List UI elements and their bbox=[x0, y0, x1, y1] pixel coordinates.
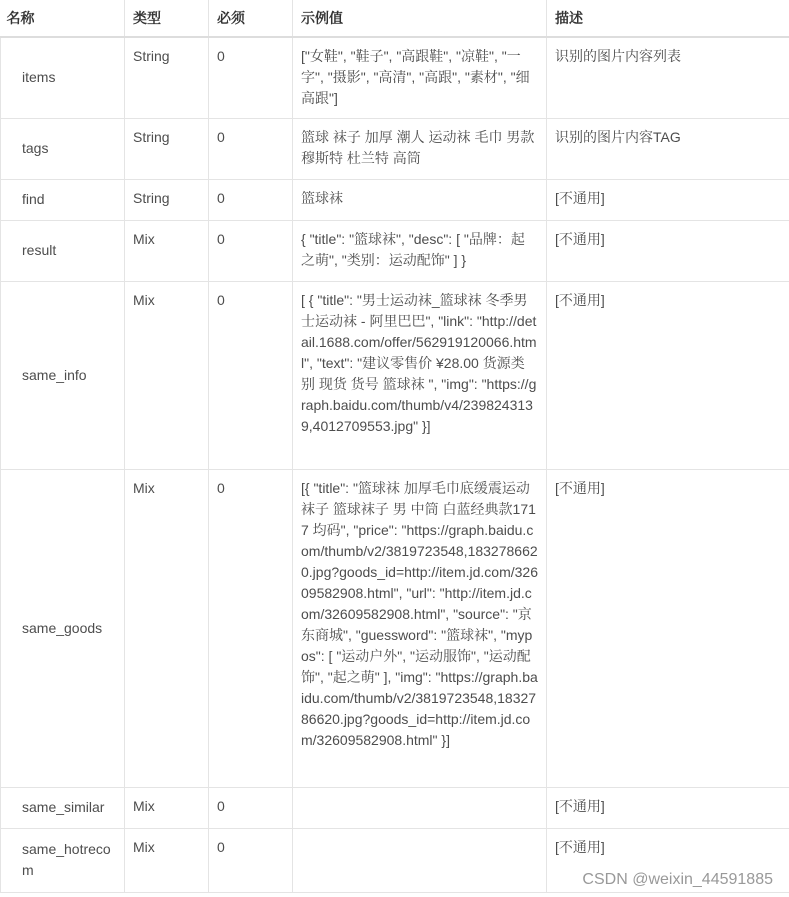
header-desc: 描述 bbox=[547, 0, 789, 37]
cell-type: Mix bbox=[125, 281, 209, 469]
table-row bbox=[1, 281, 789, 469]
cell-required: 0 bbox=[209, 281, 293, 469]
cell-desc: [不通用] bbox=[547, 220, 789, 281]
cell-example: 篮球 袜子 加厚 潮人 运动袜 毛巾 男款 穆斯特 杜兰特 高筒 bbox=[293, 118, 547, 179]
cell-type: Mix bbox=[125, 787, 209, 828]
cell-name: same_info bbox=[1, 281, 125, 469]
header-type: 类型 bbox=[125, 0, 209, 37]
cell-example: ["女鞋", "鞋子", "高跟鞋", "凉鞋", "一字", "摄影", "高清", "高跟", "素材", "细高跟"] bbox=[293, 37, 547, 118]
cell-type: Mix bbox=[125, 220, 209, 281]
cell-desc: [不通用] bbox=[547, 787, 789, 828]
cell-required: 0 bbox=[209, 118, 293, 179]
cell-type: Mix bbox=[125, 828, 209, 892]
cell-name: result bbox=[1, 220, 125, 281]
cell-required: 0 bbox=[209, 179, 293, 220]
cell-name: find bbox=[1, 179, 125, 220]
cell-desc: [不通用] bbox=[547, 281, 789, 469]
cell-desc: [不通用] bbox=[547, 828, 789, 892]
cell-required: 0 bbox=[209, 37, 293, 118]
cell-example: { "title": "篮球袜", "desc": [ "品牌：起之萌", "类别：运动配饰" ] } bbox=[293, 220, 547, 281]
table-row bbox=[1, 37, 789, 118]
cell-required: 0 bbox=[209, 469, 293, 787]
table-row bbox=[1, 220, 789, 281]
table-row bbox=[1, 118, 789, 179]
table-row bbox=[1, 787, 789, 828]
cell-example: 篮球袜 bbox=[293, 179, 547, 220]
cell-example bbox=[293, 787, 547, 828]
cell-name: items bbox=[1, 37, 125, 118]
cell-type: String bbox=[125, 179, 209, 220]
cell-required: 0 bbox=[209, 828, 293, 892]
cell-name: same_goods bbox=[1, 469, 125, 787]
cell-name: tags bbox=[1, 118, 125, 179]
table-row bbox=[1, 179, 789, 220]
cell-desc: 识别的图片内容TAG bbox=[547, 118, 789, 179]
table-row bbox=[1, 469, 789, 787]
cell-example: [{ "title": "篮球袜 加厚毛巾底缓震运动袜子 篮球袜子 男 中筒 白蓝经典款1717 均码", "price": "https://graph.baidu.com/thumb/v2/3819723548,1832786620.jpg?goods_id=http://item.jd.com/32609582908.html", "url": "http://item.jd.com/32609582908.html", "source": "京东商城", "guessword": "篮球袜", "mypos": [ "运动户外", "运动服饰", "运动配饰", "起之萌" ], "img": "https://graph.baidu.com/thumb/v2/3819723548,1832786620.jpg?goods_id=http://item.jd.com/32609582908.html" }] bbox=[293, 469, 547, 787]
cell-type: String bbox=[125, 118, 209, 179]
cell-type: Mix bbox=[125, 469, 209, 787]
cell-desc: [不通用] bbox=[547, 469, 789, 787]
cell-required: 0 bbox=[209, 787, 293, 828]
cell-required: 0 bbox=[209, 220, 293, 281]
cell-desc: 识别的图片内容列表 bbox=[547, 37, 789, 118]
cell-type: String bbox=[125, 37, 209, 118]
table-header bbox=[1, 0, 789, 37]
header-name: 名称 bbox=[1, 0, 125, 37]
cell-example bbox=[293, 828, 547, 892]
header-example: 示例值 bbox=[293, 0, 547, 37]
cell-name: same_hotrecom bbox=[1, 828, 125, 892]
cell-example: [ { "title": "男士运动袜_篮球袜 冬季男士运动袜 - 阿里巴巴", "link": "http://detail.1688.com/offer/562919120066.html", "text": "建议零售价 ¥28.00 货源类别 现货 货号 篮球袜 ", "img": "https://graph.baidu.com/thumb/v4/2398243139,4012709553.jpg" }] bbox=[293, 281, 547, 469]
watermark: CSDN @weixin_44591885 bbox=[582, 871, 773, 888]
header-required: 必须 bbox=[209, 0, 293, 37]
cell-name: same_similar bbox=[1, 787, 125, 828]
cell-desc: [不通用] bbox=[547, 179, 789, 220]
